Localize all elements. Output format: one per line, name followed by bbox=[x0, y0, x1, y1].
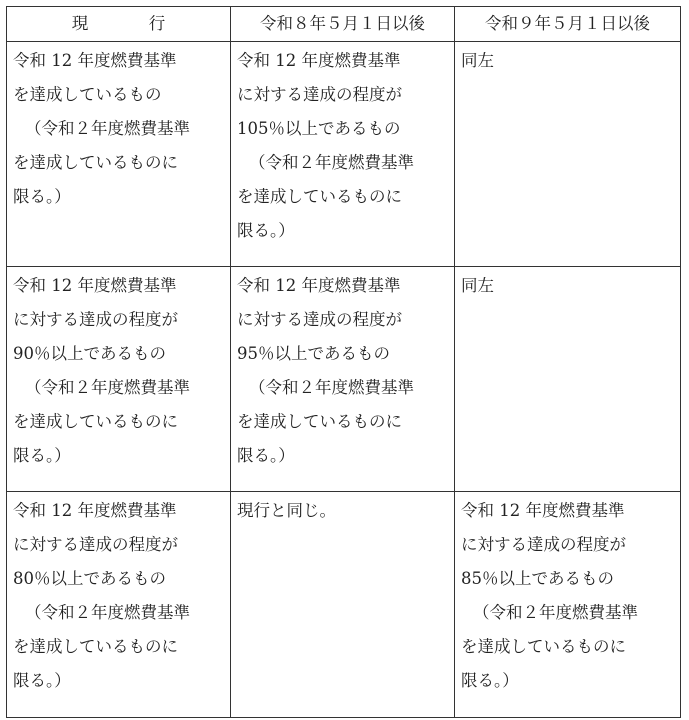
cell-text-line: （令和２年度燃費基準 bbox=[249, 153, 414, 172]
cell-text-line: 限る。） bbox=[13, 446, 71, 465]
cell-text-line: 限る。） bbox=[237, 446, 295, 465]
cell-text-line: 令和 12 年度燃費基準 bbox=[461, 501, 625, 520]
header-current: 現 行 bbox=[7, 7, 231, 42]
cell-text-line: （令和２年度燃費基準 bbox=[25, 603, 190, 622]
cell-text-line: を達成しているものに bbox=[13, 637, 178, 656]
table-cell-from-r9 bbox=[455, 267, 681, 492]
cell-text-line: 令和 12 年度燃費基準 bbox=[237, 51, 401, 70]
cell-text-line: 現行と同じ。 bbox=[237, 501, 336, 520]
table-cell-from-r8 bbox=[231, 42, 455, 267]
cell-text-line: 令和 12 年度燃費基準 bbox=[13, 276, 177, 295]
cell-text-line: 85％以上であるもの bbox=[461, 569, 614, 588]
cell-text-line: に対する達成の程度が bbox=[237, 85, 402, 104]
table-cell-from-r9 bbox=[455, 492, 681, 718]
cell-text-line: 105％以上であるもの bbox=[237, 119, 401, 138]
cell-text-line: 限る。） bbox=[13, 187, 71, 206]
cell-text-line: を達成しているものに bbox=[461, 637, 626, 656]
cell-text-line: 90％以上であるもの bbox=[13, 344, 166, 363]
cell-text-line: 令和 12 年度燃費基準 bbox=[237, 276, 401, 295]
table-cell-from-r8 bbox=[231, 267, 455, 492]
cell-text-line: に対する達成の程度が bbox=[13, 310, 178, 329]
header-row bbox=[7, 7, 681, 42]
cell-text-line: 令和 12 年度燃費基準 bbox=[13, 501, 177, 520]
table-row bbox=[7, 42, 681, 267]
cell-text-line: （令和２年度燃費基準 bbox=[249, 378, 414, 397]
header-from-r8: 令和８年５月１日以後 bbox=[231, 7, 455, 42]
table-row bbox=[7, 492, 681, 718]
cell-text-line: 令和 12 年度燃費基準 bbox=[13, 51, 177, 70]
cell-text-line: 限る。） bbox=[461, 671, 519, 690]
cell-text-line: に対する達成の程度が bbox=[13, 535, 178, 554]
table-row bbox=[7, 267, 681, 492]
table-cell-from-r8 bbox=[231, 492, 455, 718]
cell-text-line: を達成しているものに bbox=[13, 153, 178, 172]
table-cell-current bbox=[7, 267, 231, 492]
cell-text-line: 同左 bbox=[461, 276, 494, 295]
table-cell-current bbox=[7, 492, 231, 718]
cell-text-line: （令和２年度燃費基準 bbox=[25, 378, 190, 397]
cell-text-line: 80％以上であるもの bbox=[13, 569, 166, 588]
cell-text-line: 同左 bbox=[461, 51, 494, 70]
cell-text-line: （令和２年度燃費基準 bbox=[473, 603, 638, 622]
cell-text-line: 95％以上であるもの bbox=[237, 344, 390, 363]
table-cell-from-r9 bbox=[455, 42, 681, 267]
cell-text-line: に対する達成の程度が bbox=[237, 310, 402, 329]
cell-text-line: 限る。） bbox=[237, 221, 295, 240]
cell-text-line: を達成しているものに bbox=[237, 412, 402, 431]
cell-text-line: （令和２年度燃費基準 bbox=[25, 119, 190, 138]
cell-text-line: を達成しているものに bbox=[13, 412, 178, 431]
table-cell-current bbox=[7, 42, 231, 267]
cell-text-line: を達成しているもの bbox=[13, 85, 162, 104]
cell-text-line: 限る。） bbox=[13, 671, 71, 690]
cell-text-line: に対する達成の程度が bbox=[461, 535, 626, 554]
header-from-r9: 令和９年５月１日以後 bbox=[455, 7, 681, 42]
regulation-comparison-table bbox=[6, 6, 681, 718]
cell-text-line: を達成しているものに bbox=[237, 187, 402, 206]
